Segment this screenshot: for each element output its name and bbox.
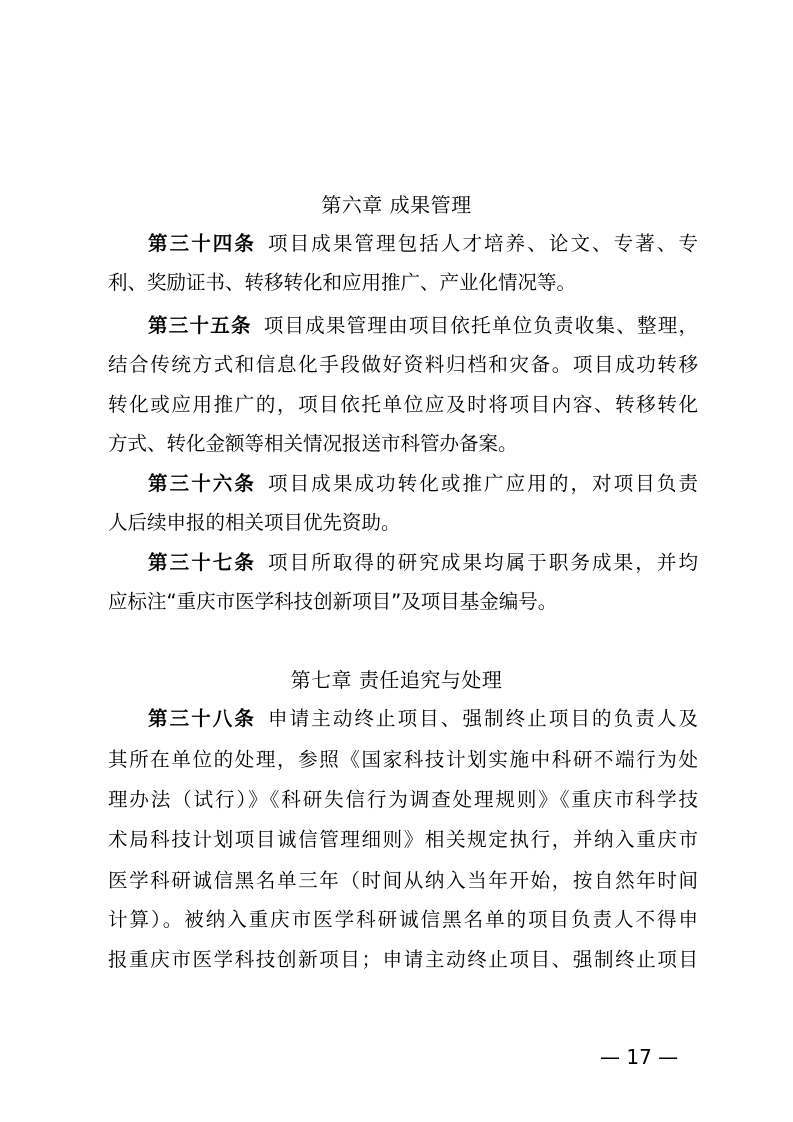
article-38-label: 第三十八条 (148, 707, 257, 730)
article-35-line-1 (148, 311, 698, 341)
article-36-line-1 (148, 469, 698, 499)
article-38-line-7: 报重庆市医学科技创新项目；申请主动终止项目、强制终止项目 (108, 948, 698, 971)
article-38-line-4: 术局科技计划项目诚信管理细则》相关规定执行，并纳入重庆市 (108, 828, 698, 851)
article-34-label: 第三十四条 (148, 232, 257, 255)
article-35-label: 第三十五条 (148, 314, 252, 337)
article-34-line-2: 利、奖励证书、转移转化和应用推广、产业化情况等。 (108, 271, 577, 294)
article-35-line-3: 转化或应用推广的，项目依托单位应及时将项目内容、转移转化 (108, 393, 698, 416)
article-37-text: 项目所取得的研究成果均属于职务成果，并均 (268, 551, 698, 574)
chapter-6-heading: 第六章 成果管理 (321, 193, 472, 217)
article-38-line-2: 其所在单位的处理，参照《国家科技计划实施中科研不端行为处 (108, 748, 698, 771)
article-34-text: 项目成果管理包括人才培养、论文、专著、专 (268, 232, 698, 255)
article-35-line-4: 方式、转化金额等相关情况报送市科管办备案。 (108, 432, 518, 455)
article-35-line-2: 结合传统方式和信息化手段做好资料归档和灾备。项目成功转移 (108, 353, 698, 376)
article-38-line-5: 医学科研诚信黑名单三年（时间从纳入当年开始，按自然年时间 (108, 869, 698, 892)
article-36-text: 项目成果成功转化或推广应用的，对项目负责 (268, 472, 698, 495)
article-37-label: 第三十七条 (148, 551, 257, 574)
page-number: — 17 — (600, 1045, 679, 1069)
article-37-line-1 (148, 548, 698, 578)
article-36-line-2: 人后续申报的相关项目优先资助。 (108, 511, 401, 534)
article-38-text: 申请主动终止项目、强制终止项目的负责人及 (268, 707, 698, 730)
article-35-text: 项目成果管理由项目依托单位负责收集、整理， (263, 314, 698, 337)
article-36-label: 第三十六条 (148, 472, 257, 495)
chapter-7-heading: 第七章 责任追究与处理 (290, 668, 503, 692)
article-34-line-1 (148, 229, 698, 259)
article-38-line-3: 理办法（试行）》《科研失信行为调查处理规则》《重庆市科学技 (108, 788, 698, 811)
article-37-line-2: 应标注“重庆市医学科技创新项目”及项目基金编号。 (108, 590, 558, 613)
article-38-line-1 (148, 704, 698, 734)
article-38-line-6: 计算）。被纳入重庆市医学科研诚信黑名单的项目负责人不得申 (108, 908, 698, 931)
